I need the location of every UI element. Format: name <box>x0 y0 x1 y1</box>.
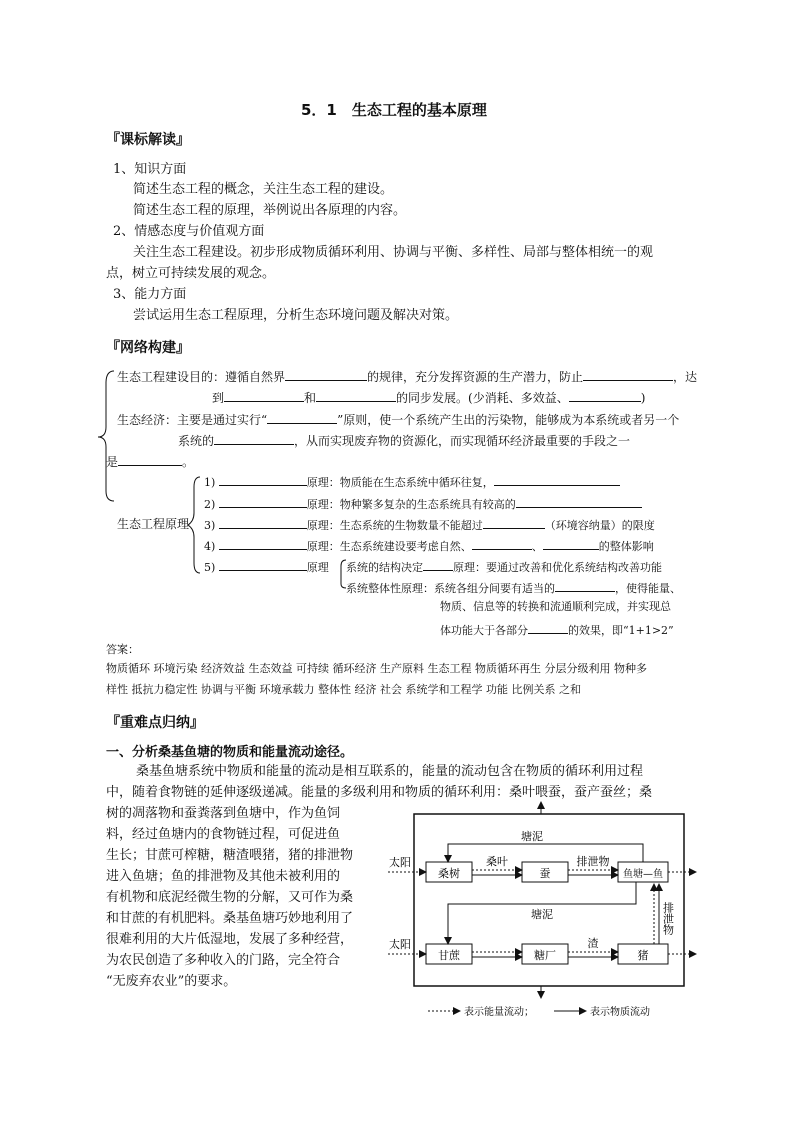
para-line1: 桑基鱼塘系统中物质和能量的流动是相互联系的，能量的流动包含在物质的循环利用过程 <box>136 764 644 779</box>
kebiao-s1: 1、知识方面 <box>113 162 187 177</box>
eco-line2: 系统的 ，从而实现废弃物的资源化，而实现循环经济最重要的手段之一 <box>178 431 630 450</box>
kebiao-s3: 3、能力方面 <box>113 287 187 302</box>
goal-line2: 到 和 的同步发展。(少消耗、多效益、 ) <box>212 388 645 407</box>
legend-matter: 表示物质流动 <box>590 1007 650 1018</box>
label-tangni-mid: 塘泥 <box>531 908 553 921</box>
section-heading-wangluo: 『网络构建』 <box>106 340 190 356</box>
principle-5-sub2-c: 物质、信息等的转换和流通顺利完成，并实现总 <box>440 600 671 613</box>
label-sun-2: 太阳 <box>389 938 411 951</box>
label-paixie: 排泄物 <box>576 855 610 868</box>
label-zha: 渣 <box>587 937 599 950</box>
principle-label: 生态工程原理 <box>117 517 190 531</box>
page-title: 5．1 生态工程的基本原理 <box>301 101 487 119</box>
legend-energy: 表示能量流动； <box>464 1007 534 1018</box>
principle-3: 3) 原理：生态系统的生物数量不能超过 （环境容纳量）的限度 <box>204 515 655 534</box>
para-line9: 很难利用的大片低湿地，发展了多种经营， <box>106 932 354 947</box>
label-ganzhe: 甘蔗 <box>438 949 460 962</box>
principle-5-sub1: 系统的结构决定 原理：要通过改善和优化系统结构改善功能 <box>346 557 662 576</box>
label-tangni-top: 塘泥 <box>521 830 543 843</box>
label-paixie-vertical: 排泄物 <box>661 902 675 935</box>
answer-label: 答案： <box>106 643 139 656</box>
section-heading-zhongnan: 『重难点归纳』 <box>106 715 204 731</box>
principle-1: 1) 原理：物质能在生态系统中循环往复， <box>204 472 620 491</box>
label-sangye: 桑叶 <box>486 855 508 868</box>
eco-line3: 是 。 <box>106 452 194 471</box>
kebiao-s3a: 尝试运用生态工程原理，分析生态环境问题及解决对策。 <box>133 308 459 323</box>
sangji-yutang-diagram <box>386 800 702 1022</box>
sub-heading-1: 一、分析桑基鱼塘的物质和能量流动途径。 <box>106 745 354 760</box>
kebiao-s1b: 简述生态工程的原理，举例说出各原理的内容。 <box>133 203 407 218</box>
kebiao-s1a: 简述生态工程的概念，关注生态工程的建设。 <box>133 182 394 197</box>
kebiao-s2a: 关注生态工程建设。初步形成物质循环利用、协调与平衡、多样性、局部与整体相统一的观 <box>133 245 654 260</box>
answer-line2: 样性 抵抗力稳定性 协调与平衡 环境承载力 整体性 经济 社会 系统学和工程学 功能 比例关系 之和 <box>106 683 581 696</box>
para-line3: 树的凋落物和蚕粪落到鱼塘中，作为鱼饲 <box>106 806 341 821</box>
label-sangshu: 桑树 <box>438 867 460 880</box>
principle-5: 5) 原理 <box>204 557 329 576</box>
principle-2: 2) 原理：物种繁多复杂的生态系统具有较高的 <box>204 494 642 513</box>
goal-line1: 生态工程建设目的：遵循自然界 的规律，充分发挥资源的生产潜力，防止 ，达 <box>117 367 697 386</box>
principle-5-sub2-d: 体功能大于各部分 的效果，即“1+1>2” <box>440 620 674 639</box>
label-can: 蚕 <box>539 867 551 880</box>
para-line4: 料，经过鱼塘内的食物链过程，可促进鱼 <box>106 827 341 842</box>
eco-line1: 生态经济：主要是通过实行“ ”原则，使一个系统产生出的污染物，能够成为本系统或者另一个 <box>117 410 679 429</box>
para-line5: 生长；甘蔗可榨糖，糖渣喂猪，猪的排泄物 <box>106 848 354 863</box>
kebiao-s2b: 点，树立可持续发展的观念。 <box>106 266 276 281</box>
label-yutang: 鱼塘—鱼 <box>623 869 663 880</box>
kebiao-s2: 2、情感态度与价值观方面 <box>113 224 265 239</box>
para-line6: 进入鱼塘；鱼的排泄物及其他未被利用的 <box>106 869 341 884</box>
answer-line1: 物质循环 环境污染 经济效益 生态效益 可持续 循环经济 生产原料 生态工程 物质循环再生 分层分级利用 物种多 <box>106 662 647 675</box>
principle-5-sub2: 系统整体性原理：系统各组分间要有适当的 ，使得能量、 <box>346 578 681 597</box>
para-line8: 和甘蔗的有机肥料。桑基鱼塘巧妙地利用了 <box>106 911 354 926</box>
label-tangchang: 糖厂 <box>534 949 556 962</box>
para-line2: 中，随着食物链的延伸逐级递减。能量的多级利用和物质的循环利用：桑叶喂蚕，蚕产蚕丝；桑 <box>106 785 653 800</box>
para-line7: 有机物和底泥经微生物的分解，又可作为桑 <box>106 890 354 905</box>
section-heading-kebiao: 『课标解读』 <box>106 132 190 148</box>
flow-tangni-top <box>448 844 643 862</box>
para-line11: “无废弃农业”的要求。 <box>106 974 237 989</box>
principle-4: 4) 原理：生态系统建设要考虑自然、 、 的整体影响 <box>204 536 654 555</box>
label-sun-1: 太阳 <box>389 856 411 869</box>
para-line10: 为农民创造了多种收入的门路，完全符合 <box>106 953 341 968</box>
label-zhu: 猪 <box>637 949 649 962</box>
